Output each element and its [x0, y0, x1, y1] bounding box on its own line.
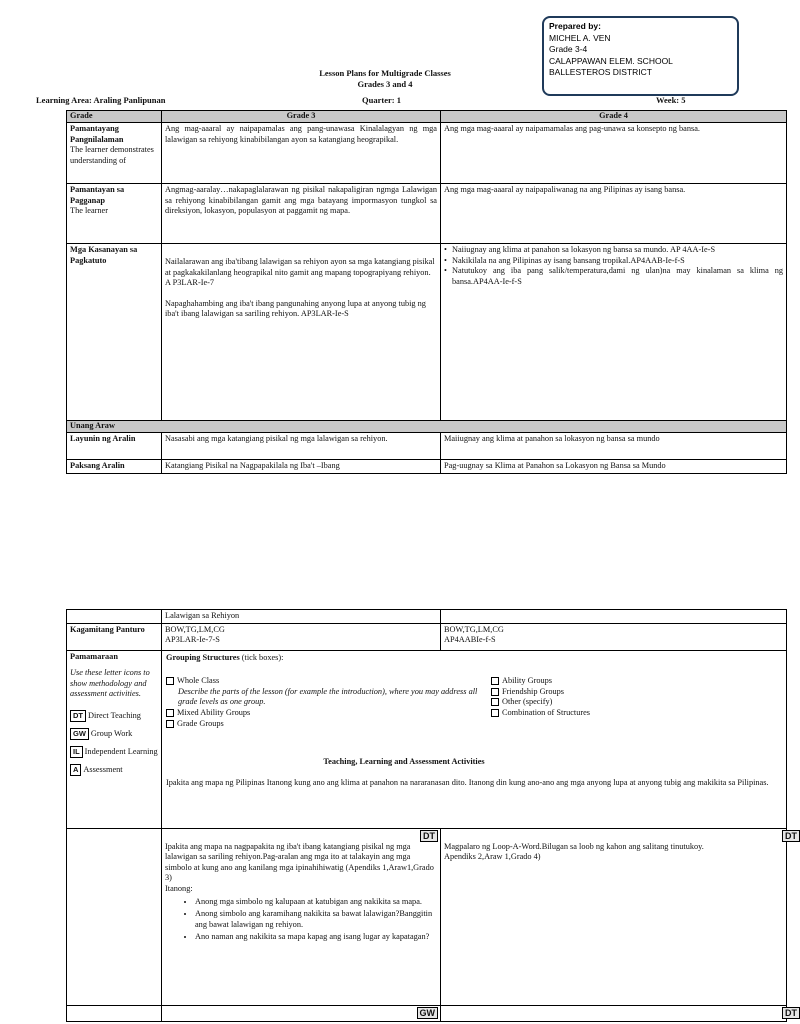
empty-cell — [67, 610, 162, 624]
checkbox-icon[interactable] — [166, 720, 174, 728]
unang-araw: Unang Araw — [67, 421, 787, 433]
option-friendship-groups[interactable] — [491, 687, 590, 698]
g3-activity — [162, 828, 441, 1005]
row-label-kasanayan — [67, 244, 162, 421]
g3-activity-text: Ipakita ang mapa na nagpapakita ng iba't ibang katangiang pisikal ng mga lalawigan sa sariling rehiyon.Pag-aralan ang mga ito at talakayin ang mga simbolo at kung ano ang kanilang mga ipinahihiwatig (Apendiks 1,Araw1,Grado 3) — [165, 841, 434, 883]
g4-materials: BOW,TG,LM,CG — [444, 624, 504, 634]
option-label: Combination of Structures — [502, 707, 591, 717]
g4-next-activity — [441, 1005, 797, 1021]
option-grade-groups[interactable] — [166, 719, 491, 730]
grouping-options — [166, 676, 782, 729]
legend-note: Use these letter icons to show methodology and assessment activities. — [70, 668, 150, 699]
legend-item-dt — [70, 710, 158, 722]
grade3-header: Grade 3 — [162, 111, 441, 123]
pamamaraan-content — [162, 650, 787, 828]
option-label: Other (specify) — [502, 697, 553, 707]
g3-paksa-cont: Lalawigan sa Rehiyon — [162, 610, 441, 624]
option-whole-class[interactable] — [166, 676, 491, 687]
g4-pagganap: Ang mga mag-aaaral ay naipapaliwanag na ang Pilipinas ay isang bansa. — [441, 184, 787, 244]
g3-pagganap: Angmag-aaralay…nakapaglalarawan ng pisikal nakapaligiran ngmga Lalawigan sa rehiyong kinabibilangan gamit ang mga batayang impormasyon tungkol sa direksiyon, lokasyon, populasyon at paggamit ng mapa. — [162, 184, 441, 244]
preparer-school: CALAPPAWAN ELEM. SCHOOL — [549, 55, 673, 66]
label-text: Pamantayang Pangnilalaman — [70, 124, 124, 144]
list-item: • Anong mga simbolo ng kalupaan at katubigan ang nakikita sa mapa. — [195, 897, 437, 908]
option-other[interactable] — [491, 697, 590, 708]
empty-cell — [441, 610, 787, 624]
lesson-plan-table-1 — [66, 110, 787, 474]
legend-label: Assessment — [83, 764, 123, 774]
option-label: Grade Groups — [177, 718, 224, 728]
dt-icon: DT — [420, 830, 438, 843]
preparer-grade: Grade 3-4 — [549, 44, 588, 54]
g4-code: AP4AABIe-f-S — [444, 635, 496, 645]
grade-header: Grade — [67, 111, 162, 123]
g4-kasanayan-list — [444, 245, 783, 287]
checkbox-icon[interactable] — [491, 677, 499, 685]
label-text: Pamantayan sa Pagganap — [70, 185, 125, 205]
list-item: • Nakikilala na ang Pilipinas ay isang bansang tropikal.AP4AAB-Ie-f-S — [444, 256, 783, 267]
dt-icon: DT — [70, 710, 86, 722]
g4-apendiks: Apendiks 2,Araw 1,Grado 4) — [444, 852, 541, 862]
learning-area: Learning Area: Araling Panlipunan — [36, 95, 166, 105]
dt-icon: DT — [782, 830, 800, 843]
legend-label: Direct Teaching — [88, 710, 141, 720]
grade4-header: Grade 4 — [441, 111, 787, 123]
g3-code: AP3LAR-Ie-7-S — [165, 635, 220, 645]
checkbox-icon[interactable] — [491, 698, 499, 706]
gw-icon: GW — [417, 1007, 439, 1020]
quarter: Quarter: 1 — [362, 95, 401, 105]
g3-pangnilalaman: Ang mag-aaaral ay naipapamalas ang pang-unawasa Kinalalagyan ng mga lalawigan sa rehiyong kinabibilangan ayon sa katangiang heograpikal. — [162, 123, 441, 184]
option-combination[interactable] — [491, 708, 590, 719]
checkbox-icon[interactable] — [166, 709, 174, 717]
option-label: Ability Groups — [502, 676, 553, 686]
prepared-label: Prepared by: — [549, 21, 601, 31]
row-label-pamantayan-sa-pagganap — [67, 184, 162, 244]
row-label-paksang-aralin: Paksang Aralin — [67, 459, 162, 473]
prepared-by-box — [542, 16, 739, 96]
checkbox-icon[interactable] — [166, 677, 174, 685]
g4-layunin: Maiiugnay ang klima at panahon sa lokasyon ng bansa sa mundo — [441, 432, 787, 459]
list-item: • Natutukoy ang iba pang salik/temperatura,dami ng ulan)na may kinalaman sa klima ng bansa.AP4AA-Ie-f-S — [444, 266, 783, 287]
grouping-heading — [166, 653, 782, 664]
option-label: Mixed Ability Groups — [177, 707, 251, 717]
grouping-right — [491, 676, 590, 729]
g3-kasanayan-2: Napaghahambing ang iba't ibang pangunahing anyong lupa at anyong tubig ng iba't ibang lalawigan sa sariling rehiyon. AP3LAR-Ie-S — [165, 298, 426, 319]
g4-kasanayan — [441, 244, 787, 421]
itanong-label: Itanong: — [165, 883, 193, 893]
row-label-kagamitan: Kagamitang Panturo — [67, 623, 162, 650]
document-title: Lesson Plans for Multigrade Classes — [319, 68, 451, 78]
a-icon: A — [70, 764, 81, 776]
row-label-layunin: Layunin ng Aralin — [67, 432, 162, 459]
preparer-district: BALLESTEROS DISTRICT — [549, 67, 652, 77]
option-label: Friendship Groups — [502, 686, 564, 696]
empty-cell — [67, 1005, 162, 1021]
grouping-left — [166, 676, 491, 729]
label-sub: The learner — [70, 206, 109, 216]
whole-class-desc: Describe the parts of the lesson (for example the introduction), where you may address all grade levels as one group. — [178, 686, 478, 707]
g3-kagamitan — [162, 623, 441, 650]
g4-pangnilalaman: Ang mga mag-aaaral ay naipamamalas ang pag-unawa sa konsepto ng bansa. — [441, 123, 787, 184]
tla-text: Ipakita ang mapa ng Pilipinas Itanong kung ano ang klima at panahon na nararanasan dito. Itanong din kung ano-ano ang mga anyong lupa at anyong tubig ang makikita sa Pilipinas. — [166, 777, 769, 787]
row-label-pamamaraan — [67, 650, 162, 828]
label-text: Mga Kasanayan sa Pagkatuto — [70, 245, 138, 265]
g3-next-activity — [162, 1005, 441, 1021]
dt-icon: DT — [782, 1007, 800, 1020]
g3-layunin: Nasasabi ang mga katangiang pisikal ng mga lalawigan sa rehiyon. — [162, 432, 441, 459]
checkbox-icon[interactable] — [491, 709, 499, 717]
document-subtitle: Grades 3 and 4 — [357, 79, 413, 89]
g4-paksa: Pag-uugnay sa Klima at Panahon sa Lokasyon ng Bansa sa Mundo — [441, 459, 787, 473]
option-label: Whole Class — [177, 676, 220, 686]
label-sub: The learner demonstrates understanding of — [70, 145, 154, 165]
list-item: • Naiiugnay ang klima at panahon sa lokasyon ng bansa sa mundo. AP 4AA-Ie-S — [444, 245, 783, 256]
lesson-plan-table-2 — [66, 609, 797, 1022]
list-item: • Anong simbolo ang karamihang nakikita sa bawat lalawigan?Banggitin ang bawat lalawigan ng rehiyon. — [195, 909, 437, 930]
g3-paksa: Katangiang Pisikal na Nagpapakilala ng Iba't –Ibang — [162, 459, 441, 473]
grouping-title: Grouping Structures — [166, 652, 240, 662]
legend-label: Group Work — [90, 728, 133, 738]
g3-kasanayan — [162, 244, 441, 421]
week: Week: 5 — [656, 95, 686, 105]
checkbox-icon[interactable] — [491, 688, 499, 696]
g3-materials: BOW,TG,LM,CG — [165, 624, 225, 634]
grouping-suffix: (tick boxes): — [239, 652, 284, 662]
preparer-name: MICHEL A. VEN — [549, 32, 611, 43]
g4-kagamitan — [441, 623, 787, 650]
empty-cell — [67, 828, 162, 1005]
il-icon: IL — [70, 746, 83, 758]
gw-icon: GW — [70, 728, 89, 740]
legend-label: Independent Learning — [84, 746, 158, 756]
list-item: • Ano naman ang nakikita sa mapa kapag ang isang lugar ay kapatagan? — [195, 932, 437, 943]
label-text: Pamamaraan — [70, 651, 118, 661]
legend-item-gw — [70, 728, 158, 740]
tla-title: Teaching, Learning and Assessment Activities — [323, 757, 485, 767]
question-list — [165, 897, 437, 943]
row-label-pamantayang-pangnilalaman — [67, 123, 162, 184]
g3-kasanayan-1: Nailalarawan ang iba'tibang lalawigan sa rehiyon ayon sa mga katangiang pisikal at pagkakakilanlang heograpikal nito gamit ang mapang topograpiyang rehiyon. A P3LAR-Ie-7 — [165, 257, 435, 288]
g4-activity-text: Magpalaro ng Loop-A-Word.Bilugan sa loob ng kahon ang salitang tinutukoy. — [444, 841, 704, 851]
option-mixed-ability[interactable] — [166, 708, 491, 719]
legend-item-il — [70, 746, 158, 758]
g4-activity — [441, 828, 797, 1005]
option-ability-groups[interactable] — [491, 676, 590, 687]
